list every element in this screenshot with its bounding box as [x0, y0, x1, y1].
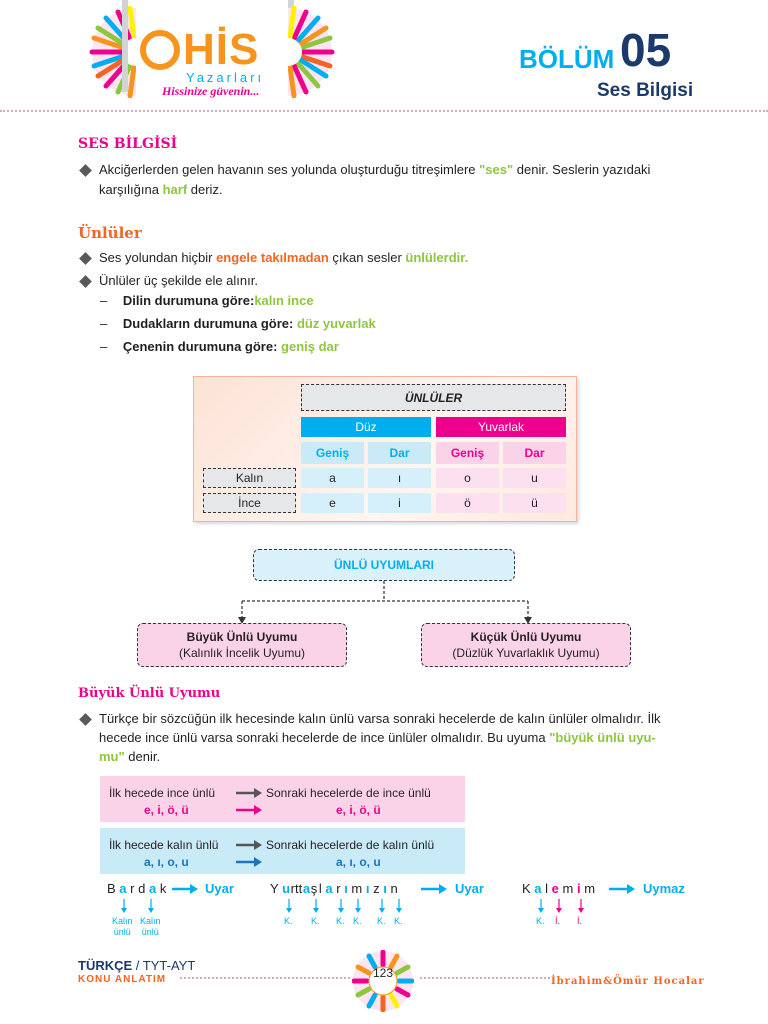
diamond-bullet-icon [79, 713, 92, 726]
example-result-yurttaslarimizin: Uyar [455, 881, 484, 896]
vowel-table [193, 376, 577, 522]
section-title-ses-bilgisi: SES BİLGİSİ [78, 136, 178, 152]
rule-kalin-vals-left: a, ı, o, u [144, 855, 189, 869]
example-word-yurttaslarimizin: Y u rtt a ş l a r ı m ı z ı n [270, 881, 398, 896]
logo-slogan: Hissinize güvenin... [162, 84, 260, 98]
footer-dotted-line-right [420, 977, 550, 979]
unluler-dash-2: – Dudakların durumuna göre: düz yuvarlak [100, 316, 376, 331]
row-label-ince: İnce [203, 493, 296, 513]
vowel-cell: e [301, 493, 364, 513]
unluler-bullet-1: Ses yolundan hiçbir engele takılmadan çıkan sesler ünlülerdir. [99, 250, 469, 265]
chapter-label: BÖLÜM [519, 44, 615, 74]
footer-authors: İbrahim&Ömür Hocalar [551, 976, 705, 987]
page-number: 123 [372, 966, 394, 980]
tag-kalin: Kalın ünlü [112, 916, 133, 937]
rule-kalin-right: Sonraki hecelerde de kalın ünlü [266, 838, 435, 852]
chapter-subtitle: Ses Bilgisi [597, 80, 694, 101]
vowel-cell: o [436, 468, 499, 488]
rule-kalin-box [100, 828, 465, 874]
subsection-title-unluler: Ünlüler [78, 224, 142, 242]
tag-k: K. [536, 916, 545, 926]
unluler-bullet-2: Ünlüler üç şekilde ele alınır. [99, 273, 258, 288]
yuvarlak-header: Yuvarlak [436, 417, 566, 437]
example-word-bardak: B a r d a k [107, 881, 167, 896]
footer-dotted-line-left [180, 977, 350, 979]
buyuk-unlu-uyumu-box: Büyük Ünlü Uyumu (Kalınlık İncelik Uyumu) [137, 623, 347, 667]
vowel-cell: ü [503, 493, 566, 513]
duz-header: Düz [301, 417, 431, 437]
down-arrow-icon [285, 899, 293, 913]
row-label-kalin: Kalın [203, 468, 296, 488]
tag-i: İ. [555, 916, 561, 926]
example-result-kalemim: Uymaz [643, 881, 685, 896]
subsection-title-buyuk-unlu-uyumu: Büyük Ünlü Uyumu [78, 686, 221, 701]
tag-i: İ. [577, 916, 583, 926]
tag-k: K. [336, 916, 345, 926]
down-arrow-icon [537, 899, 545, 913]
down-arrow-icon [577, 899, 585, 913]
arrow-right-icon [421, 884, 447, 894]
right-mandala-ornament [288, 6, 344, 98]
tag-k: K. [353, 916, 362, 926]
down-arrow-icon [354, 899, 362, 913]
rule-kalin-left: İlk hecede kalın ünlü [109, 838, 219, 852]
logo-his: HİS [183, 25, 260, 74]
publisher-logo [140, 25, 280, 98]
logo-o [140, 30, 180, 70]
page-number-mandala [352, 950, 414, 1012]
unluler-dash-1: – Dilin durumuna göre:kalın ince [100, 293, 314, 308]
kucuk-unlu-uyumu-box: Küçük Ünlü Uyumu (Düzlük Yuvarlaklık Uyumu) [421, 623, 631, 667]
down-arrow-icon [120, 899, 128, 913]
down-arrow-icon [378, 899, 386, 913]
rule-ince-vals-right: e, i, ö, ü [336, 803, 381, 817]
tag-k: K. [394, 916, 403, 926]
tag-k: K. [377, 916, 386, 926]
down-arrow-icon [147, 899, 155, 913]
vowel-cell: ı [368, 468, 431, 488]
arrow-right-icon [236, 805, 262, 815]
down-arrow-icon [312, 899, 320, 913]
rule-kalin-vals-right: a, ı, o, u [336, 855, 381, 869]
tag-kalin: Kalın ünlü [140, 916, 161, 937]
logo-subtitle: Yazarları [186, 70, 265, 85]
tag-k: K. [284, 916, 293, 926]
example-word-kalemim: K a l e m i m [522, 881, 596, 896]
diamond-bullet-icon [79, 164, 92, 177]
chapter-number: 05 [620, 24, 672, 76]
footer-subject: TÜRKÇE / TYT-AYT [78, 958, 196, 973]
header-dotted-line [0, 110, 768, 112]
harmony-connector-lines [230, 581, 550, 625]
rule-ince-box [100, 776, 465, 822]
vowel-cell: i [368, 493, 431, 513]
rule-ince-vals-left: e, i, ö, ü [144, 803, 189, 817]
diamond-bullet-icon [79, 275, 92, 288]
arrow-right-icon [172, 884, 198, 894]
tag-k: K. [311, 916, 320, 926]
arrow-right-icon [236, 840, 262, 850]
down-arrow-icon [555, 899, 563, 913]
arrow-right-icon [236, 857, 262, 867]
unlu-uyumlari-box: ÜNLÜ UYUMLARI [253, 549, 515, 581]
vowel-table-header: ÜNLÜLER [301, 384, 566, 411]
footer-konu-anlatim: KONU ANLATIM [78, 974, 167, 985]
vowel-cell: ö [436, 493, 499, 513]
buyuk-unlu-uyumu-paragraph: Türkçe bir sözcüğün ilk hecesinde kalın ünlü varsa sonraki hecelerde de kalın ünlüler olmalıdır. İlk hecede ince ünlü varsa sonraki hecelerde de ince ünlüler olmalıdır. Bu uyuma "büyük ünlü uyu- mu" denir. [99, 711, 661, 764]
rule-ince-left: İlk hecede ince ünlü [109, 786, 216, 800]
vowel-cell: a [301, 468, 364, 488]
down-arrow-icon [395, 899, 403, 913]
arrow-right-icon [236, 788, 262, 798]
ses-bilgisi-paragraph: Akciğerlerden gelen havanın ses yolunda oluşturduğu titreşimlere "ses" denir. Seslerin yazıdaki karşılığına harf deriz. [99, 162, 651, 197]
down-arrow-icon [337, 899, 345, 913]
dar-header-yuvarlak: Dar [503, 442, 566, 464]
genis-header-duz: Geniş [301, 442, 364, 464]
arrow-right-icon [609, 884, 635, 894]
vowel-cell: u [503, 468, 566, 488]
example-result-bardak: Uyar [205, 881, 234, 896]
unluler-dash-3: – Çenenin durumuna göre: geniş dar [100, 339, 339, 354]
diamond-bullet-icon [79, 252, 92, 265]
header-divider-left [122, 0, 128, 92]
rule-ince-right: Sonraki hecelerde de ince ünlü [266, 786, 431, 800]
genis-header-yuvarlak: Geniş [436, 442, 499, 464]
dar-header-duz: Dar [368, 442, 431, 464]
